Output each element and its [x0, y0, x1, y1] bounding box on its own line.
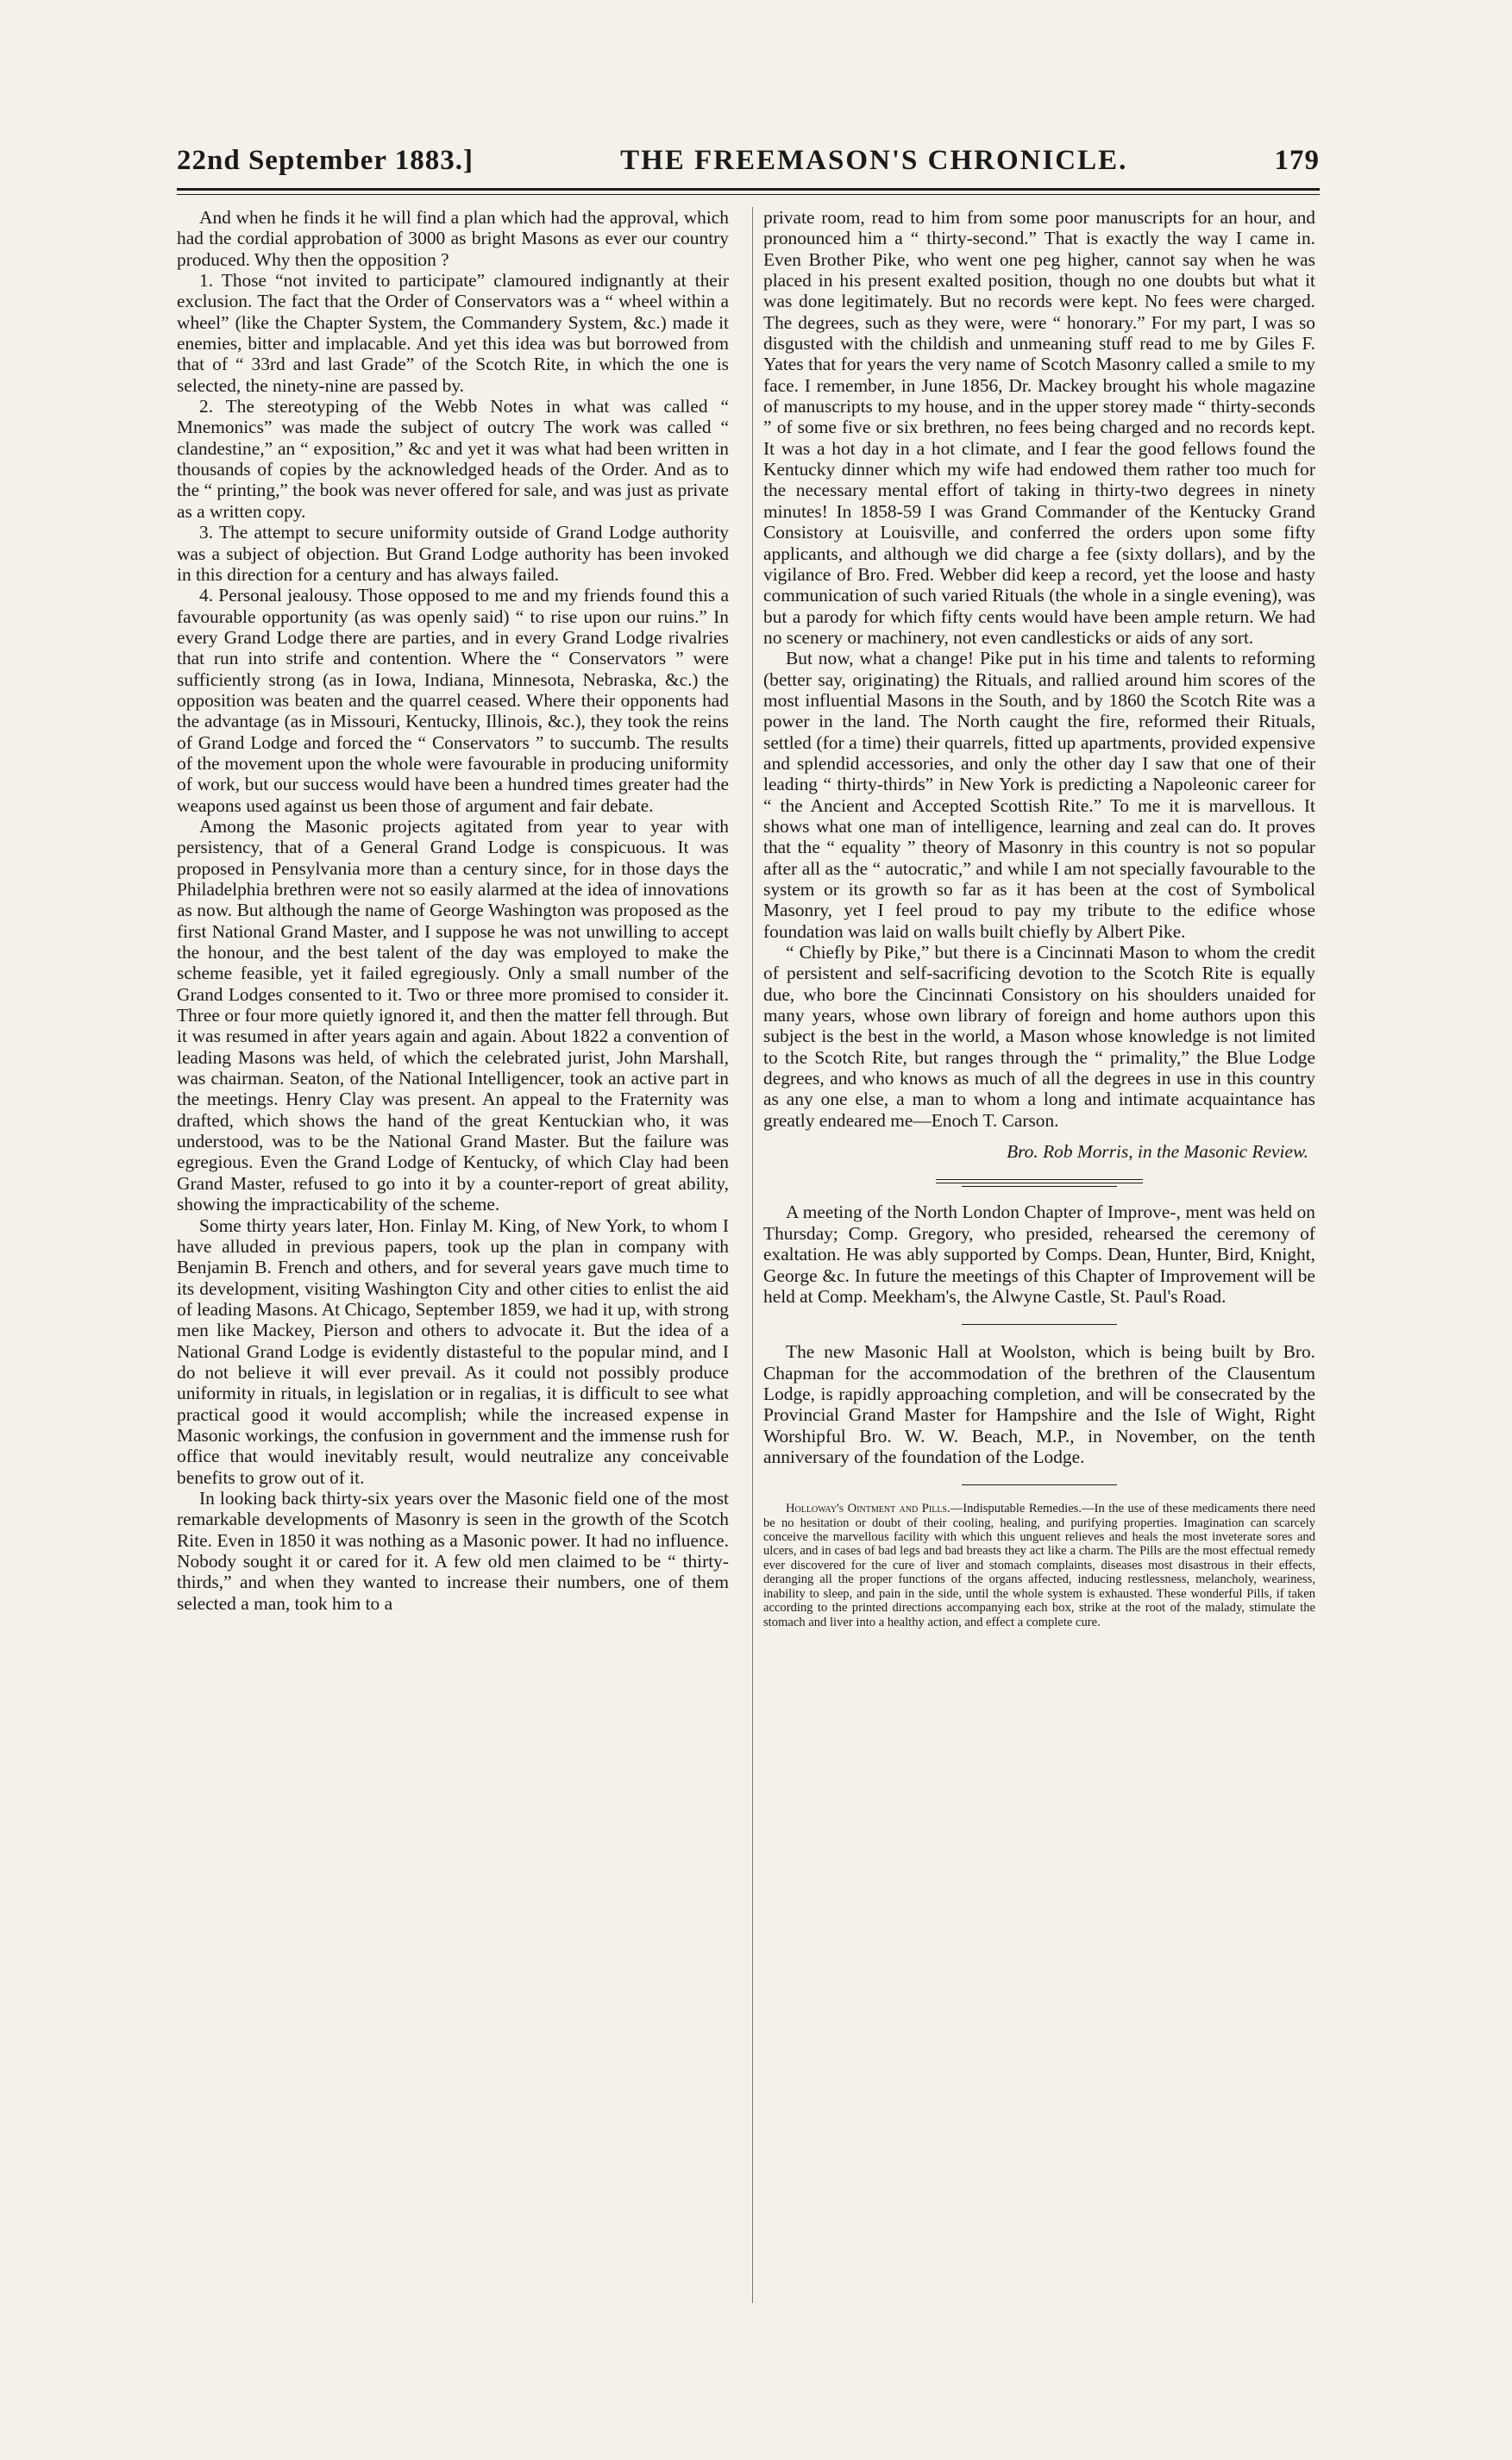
advert-body: —Indisputable Remedies.—In the use of these medicaments there need be no hesitation or doubt of their cooling, healing, and purifying properties. Imagination can scarcely conceive the marvellous facility with which this unguent relieves and heals the most inveterate sores and ulcers, and in cases of bad legs and bad breasts they act like a charm. The Pills are the most effectual remedy ever discovered for the cure of liver and stomach complaints, diseases most disastrous in their effects, deranging all the proper functions of the organs affected, inducing restlessness, melancholy, weariness, inability to sleep, and pain in the side, until the whole system is exhausted. These wonderful Pills, if taken according to the printed directions accompanying each box, strike at the root of the malady, stimulate the stomach and liver into a healthy action, and effect a complete cure. [763, 1502, 1315, 1629]
paragraph: private room, read to him from some poor manuscripts for an hour, and pronounced him a “ thirty-second.” That is exactly the way I came in. Even Brother Pike, who went one peg higher, cannot say when he was placed in his present exalted position, though no one doubts but what it was done legitimately. But no records were kept. No fees were charged. The degrees, such as they were, were “ honorary.” For my part, I was so disgusted with the childish and unmeaning stuff read to me by Giles F. Yates that for years the very name of Scotch Masonry called a smile to my face. I remember, in June 1856, Dr. Mackey brought his whole magazine of manuscripts to my house, and in the upper storey made “ thirty-seconds ” of some five or six brethren, no fees being charged and no records kept. It was a hot day in a hot climate, and I fear the good fellows found the Kentucky dinner which my wife had endowed them rather too much for the necessary mental effort of taking in thirty-two degrees in ninety minutes! In 1858-59 I was Grand Commander of the Kentucky Grand Consistory at Louisville, and conferred the orders upon some fifty applicants, and although we did charge a fee (sixty dollars), and by the vigilance of Bro. Fred. Webber did keep a record, yet the loose and hasty communication of such varied Rituals (the whole in a single evening), was but a parody for which fifty cents would have been ample return. We had no scenery or machinery, not even candlesticks or aids of any sort. [763, 207, 1315, 648]
page-header [177, 145, 1320, 183]
paragraph: 4. Personal jealousy. Those opposed to me and my friends found this a favourable opportunity (as was openly said) “ to rise upon our ruins.” In every Grand Lodge there are parties, and in every Grand Lodge rivalries that run into strife and contention. Where the “ Conservators ” were sufficiently strong (as in Iowa, Indiana, Minnesota, Nebraska, &c.) the opposition was beaten and the quarrel ceased. Where their opponents had the advantage (as in Missouri, Kentucky, Illinois, &c.), they took the reins of Grand Lodge and forced the “ Conservators ” to succumb. The results of the movement upon the whole were favourable in producing uniformity of work, but our success would have been a hundred times greater had the weapons used against us been those of argument and fair debate. [177, 585, 729, 816]
header-rule-thin [177, 194, 1320, 195]
notice-chapter-of-improvement: A meeting of the North London Chapter of Improve-, ment was held on Thursday; Comp. Gregory, who presided, rehearsed the ceremony of exaltation. He was ably supported by Comps. Dean, Hunter, Bird, Knight, George &c. In future the meetings of this Chapter of Improvement will be held at Comp. Meekham's, the Alwyne Castle, St. Paul's Road. [763, 1202, 1315, 1307]
header-page-number: 179 [1274, 145, 1320, 176]
left-column [177, 207, 729, 1614]
section-separator [763, 1162, 1315, 1202]
section-separator [763, 1307, 1315, 1341]
article-signature: Bro. Rob Morris, in the Masonic Review. [1007, 1141, 1308, 1163]
paragraph: Among the Masonic projects agitated from year to year with persistency, that of a General Grand Lodge is conspicuous. It was proposed in Pensylvania more than a century since, for in those days the Philadelphia brethren were not so easily alarmed at the idea of innovations as now. But although the name of George Washington was proposed as the first National Grand Master, and I suppose he was not unwilling to accept the honour, and the best talent of the day was employed to make the scheme feasible, yet it failed egregiously. Only a small number of the Grand Lodges consented to it. Two or three more promised to consider it. Three or four more quietly ignored it, and then the matter fell through. But it was resumed in after years again and again. About 1822 a convention of leading Masons was held, of which the celebrated jurist, John Marshall, was chairman. Seaton, of the National Intelligencer, took an active part in the meetings. Henry Clay was present. An appeal to the Fraternity was drafted, which shows the hand of the great Kentuckian who, it was understood, was to be the National Grand Master. But the failure was egregious. Even the Grand Lodge of Kentucky, of which Clay had been Grand Master, refused to go into it by a counter-report of great ability, showing the impracticability of the scheme. [177, 815, 729, 1215]
header-rule-thick [177, 188, 1320, 191]
notice-woolston-hall: The new Masonic Hall at Woolston, which is being built by Bro. Chapman for the accommodation of the brethren of the Clausentum Lodge, is rapidly approaching completion, and will be consecrated by the Provincial Grand Master for Hampshire and the Isle of Wight, Right Worshipful Bro. W. W. Beach, M.P., in November, on the tenth anniversary of the foundation of the Lodge. [763, 1341, 1315, 1467]
header-date: 22nd September 1883.] [177, 145, 474, 176]
paragraph: But now, what a change! Pike put in his time and talents to reforming (better say, originating) the Rituals, and rallied around him scores of the most influential Masons in the South, and by 1860 the Scotch Rite was a power in the land. The North caught the fire, reformed their Rituals, settled (for a time) their quarrels, fitted up apartments, provided expensive and splendid accessories, and only the other day I saw that one of their leading “ thirty-thirds” in New York is predicting a Napoleonic career for “ the Ancient and Accepted Scottish Rite.” To me it is marvellous. It shows what one man of intelligence, learning and zeal can do. It proves that the “ equality ” theory of Masonry in this country is not so popular after all as the “ autocratic,” and while I am not specially favourable to the system or its growth so far as it has been at the cost of Symbolical Masonry, yet I feel proud to pay my tribute to the edifice whose foundation was laid on walls built chiefly by Albert Pike. [763, 648, 1315, 942]
advert-title: Holloway's Ointment and Pills. [786, 1502, 950, 1516]
paragraph: And when he finds it he will find a plan which had the approval, which had the cordial approbation of 3000 as bright Masons as ever our country produced. Why then the opposition ? [177, 207, 729, 270]
advertisement-holloway [763, 1502, 1315, 1629]
paragraph: “ Chiefly by Pike,” but there is a Cincinnati Mason to whom the credit of persistent and self-sacrificing devotion to the Scotch Rite is equally due, who bore the Cincinnati Consistory on his shoulders unaided for many years, whose own library of foreign and home authors upon this subject is the best in the world, a Mason whose knowledge is not limited to the Scotch Rite, but ranges through the “ primality,” the Blue Lodge degrees, and who knows as much of all the degrees in use in this country as any one else, a man to whom a long and intimate acquaintance has greatly endeared me—Enoch T. Carson. [763, 942, 1315, 1131]
paragraph: 3. The attempt to secure uniformity outside of Grand Lodge authority was a subject of objection. But Grand Lodge authority has been invoked in this direction for a century and has always failed. [177, 522, 729, 585]
section-separator [763, 1467, 1315, 1502]
paragraph: 1. Those “not invited to participate” clamoured indignantly at their exclusion. The fact that the Order of Conservators was a “ wheel within a wheel” (like the Chapter System, the Commandery System, &c.) made it enemies, bitter and implacable. And yet this idea was but borrowed from that of “ 33rd and last Grade” of the Scotch Rite, in which the one is selected, the ninety-nine are passed by. [177, 270, 729, 396]
header-title: THE FREEMASON'S CHRONICLE. [620, 145, 1128, 176]
paragraph: Some thirty years later, Hon. Finlay M. King, of New York, to whom I have alluded in previous papers, took up the plan in company with Benjamin B. French and others, and for several years gave much time to its development, visiting Washington City and other cities to enlist the aid of leading Masons. At Chicago, September 1859, we had it up, with strong men like Mackey, Pierson and others to advocate it. But the idea of a National Grand Lodge is evidently distasteful to the popular mind, and I do not believe it will ever prevail. As it could not possibly produce uniformity in rituals, in legislation or in regalias, it is difficult to see what practical good it would accomplish; while the increased expense in Masonic workings, the confusion in government and the immense rush for office that would inevitably result, would neutralize any conceivable benefits to grow out of it. [177, 1214, 729, 1488]
column-divider [752, 207, 753, 2303]
paragraph: 2. The stereotyping of the Webb Notes in what was called “ Mnemonics” was made the subject of outcry The work was called “ clandestine,” an “ exposition,” &c and yet it was what had been written in thousands of copies by the acknowledged heads of the Order. And as to the “ printing,” the book was never offered for sale, and was just as private as a written copy. [177, 396, 729, 522]
right-column [763, 207, 1315, 1629]
paragraph: In looking back thirty-six years over the Masonic field one of the most remarkable developments of Masonry is seen in the growth of the Scotch Rite. Even in 1850 it was nothing as a Masonic power. It had no influence. Nobody sought it or cared for it. A few old men claimed to be “ thirty-thirds,” and when they wanted to increase their numbers, one of them selected a man, took him to a [177, 1487, 729, 1614]
